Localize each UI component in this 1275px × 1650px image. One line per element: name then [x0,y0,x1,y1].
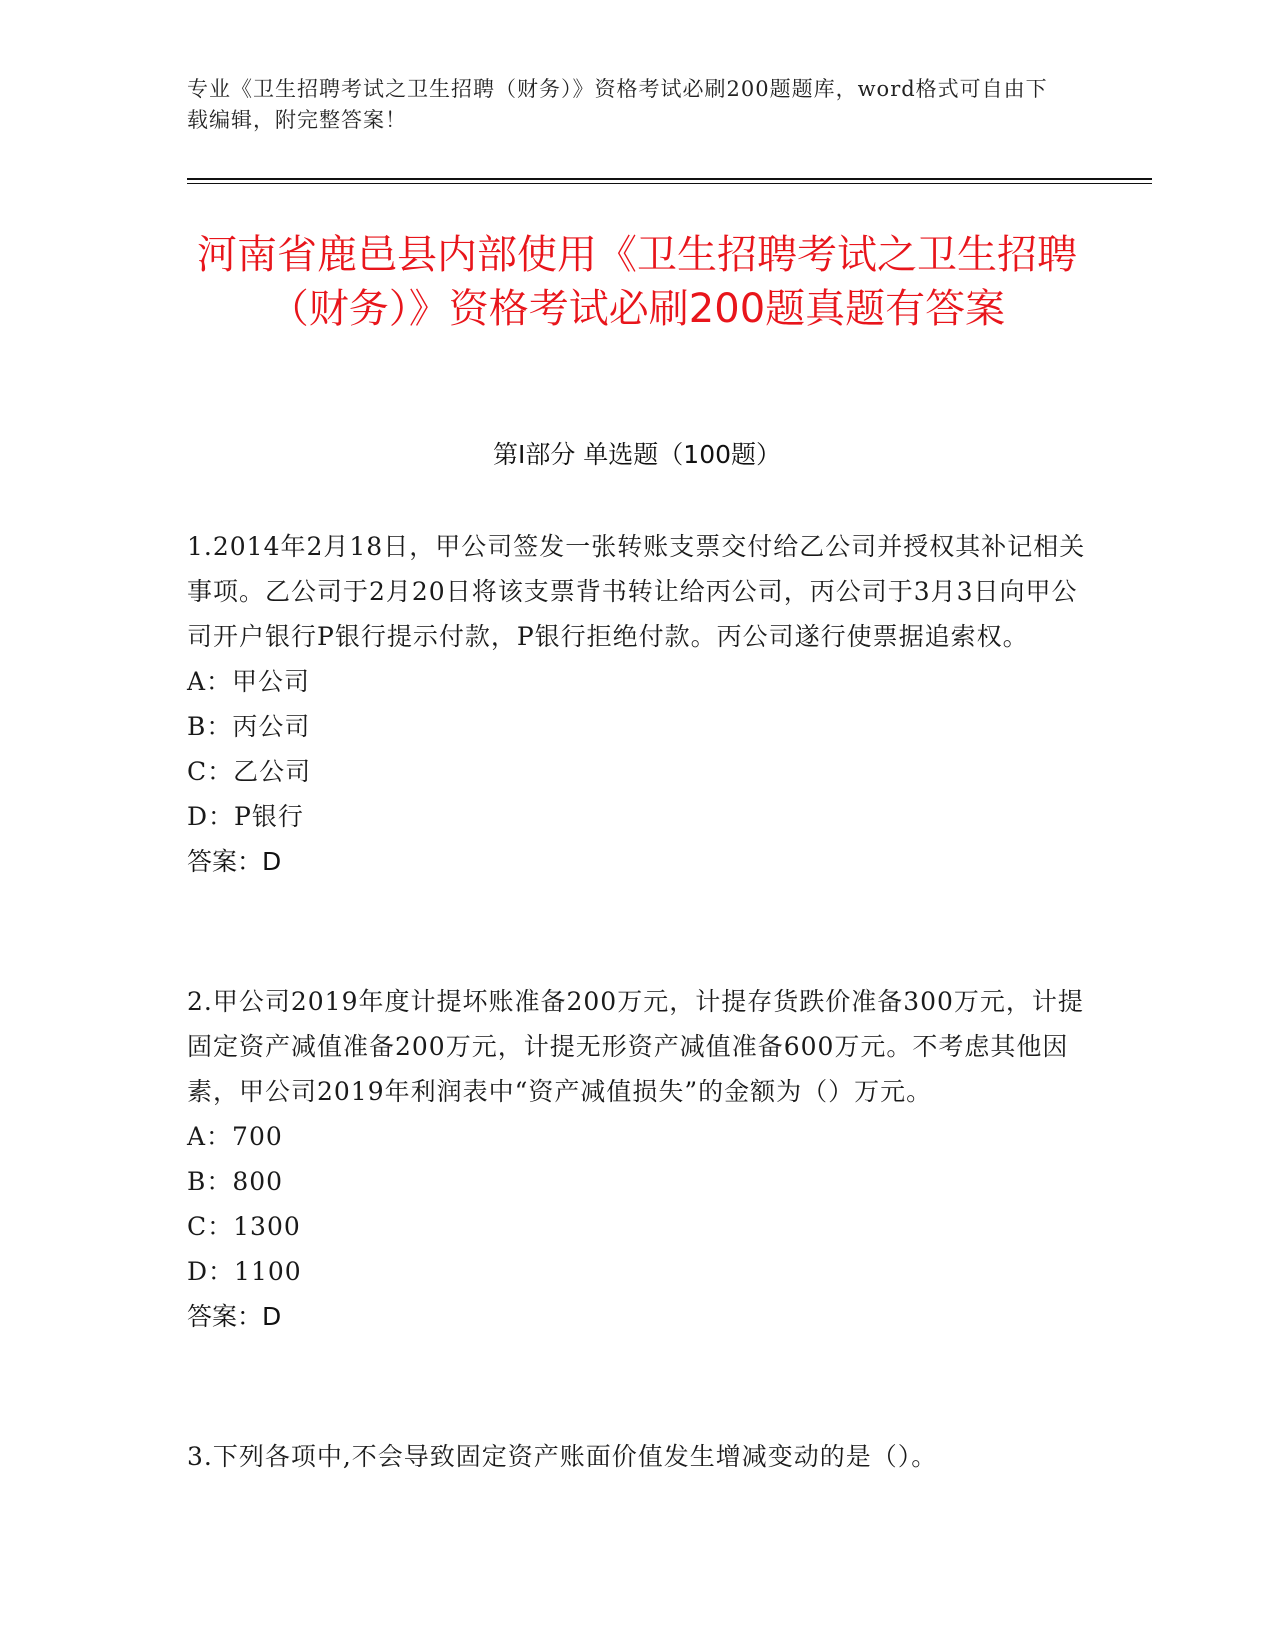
answer: 答案：D [187,1302,282,1331]
document-title: 河南省鹿邑县内部使用《卫生招聘考试之卫生招聘（财务）》资格考试必刷200题真题有答案 [197,232,1077,332]
option-d: D：1100 [187,1257,302,1286]
option-a: A：700 [187,1122,283,1151]
answer: 答案：D [187,847,282,876]
question-text: 1.2014年2月18日，甲公司签发一张转账支票交付给乙公司并授权其补记相关事项。乙公司于2月20日将该支票背书转让给丙公司，丙公司于3月3日向甲公司开户银行P银行提示付款，P银行拒绝付款。丙公司遂行使票据追索权。 [187,532,1086,651]
section-title: 第Ⅰ部分 单选题（100题） [492,440,782,469]
question-text: 3.下列各项中,不会导致固定资产账面价值发生增减变动的是（）。 [187,1442,938,1471]
question-text: 2.甲公司2019年度计提坏账准备200万元，计提存货跌价准备300万元，计提固定资产减值准备200万元，计提无形资产减值准备600万元。不考虑其他因素，甲公司2019年利润表中“资产减值损失”的金额为（）万元。 [187,987,1084,1106]
header-divider-thick [187,178,1152,180]
header-note: 专业《卫生招聘考试之卫生招聘（财务）》资格考试必刷200题题库，word格式可自由下载编辑，附完整答案！ [187,77,1048,132]
header-divider-thin [187,183,1152,184]
option-c: C：乙公司 [187,757,312,786]
question-2 [187,979,1087,1339]
option-d: D：P银行 [187,802,304,831]
option-a: A：甲公司 [187,667,311,696]
question-3 [187,1434,1087,1479]
option-c: C：1300 [187,1212,301,1241]
option-b: B：800 [187,1167,284,1196]
question-1 [187,524,1087,884]
option-b: B：丙公司 [187,712,311,741]
